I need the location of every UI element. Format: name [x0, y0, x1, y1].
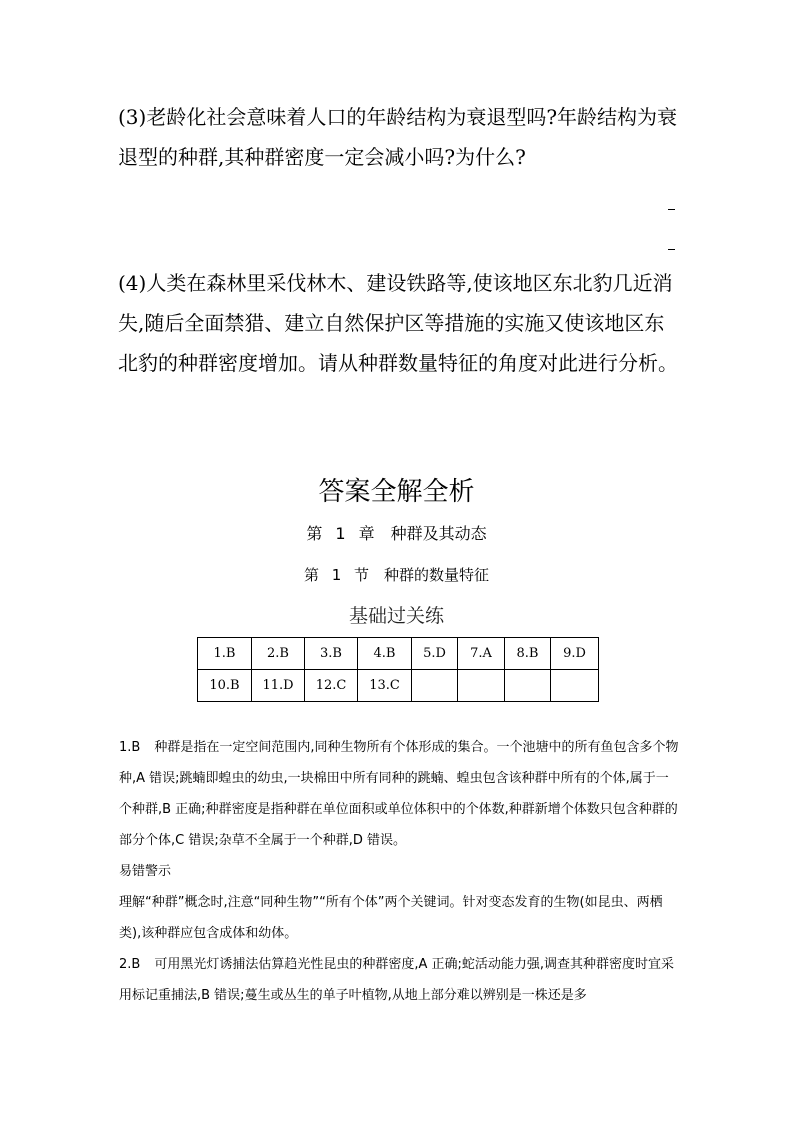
chapter-heading: 第 1 章 种群及其动态 [306, 524, 487, 543]
answer-cell: 5.D [412, 638, 458, 670]
answer-cell: 13.C [358, 670, 412, 702]
table-row [198, 638, 599, 670]
answer-blank-line [668, 249, 675, 250]
answer-cell [412, 670, 458, 702]
practice-heading: 基础过关练 [348, 605, 444, 627]
answer-cell: 2.B [252, 638, 305, 670]
section-heading: 第 1 节 种群的数量特征 [303, 566, 490, 584]
answer-cell: 3.B [305, 638, 358, 670]
answer-blank-line [668, 209, 675, 210]
explanation-number: 1.B [119, 740, 141, 755]
answer-cell [551, 670, 599, 702]
answer-cell: 12.C [305, 670, 358, 702]
answer-cell: 7.A [458, 638, 505, 670]
answer-title: 答案全解全析 [318, 477, 475, 507]
table-row [198, 670, 599, 702]
answer-cell: 11.D [252, 670, 305, 702]
explanation-number: 2.B [119, 957, 141, 972]
answer-cell: 4.B [358, 638, 412, 670]
question-4: (4)人类在森林里采伐林木、建设铁路等,使该地区东北豹几近消失,随后全面禁猎、建立自然保护区等措施的实施又使该地区东北豹的种群密度增加。请从种群数量特征的角度对此进行分析。 [118, 271, 678, 375]
question-3: (3)老龄化社会意味着人口的年龄结构为衰退型吗?年龄结构为衰退型的种群,其种群密度一定会减小吗?为什么? [118, 105, 678, 169]
answer-cell [458, 670, 505, 702]
answer-cell: 9.D [551, 638, 599, 670]
answer-cell: 10.B [198, 670, 252, 702]
explanation-2 [119, 949, 679, 1011]
explanation-text: 可用黑光灯诱捕法估算趋光性昆虫的种群密度,A 正确;蛇活动能力强,调查其种群密度时宜采用标记重捕法,B 错误;蔓生或丛生的单子叶植物,从地上部分难以辨别是一株还是多 [119, 957, 674, 1003]
answer-cell [505, 670, 551, 702]
answer-cell: 1.B [198, 638, 252, 670]
explanation-text: 种群是指在一定空间范围内,同种生物所有个体形成的集合。一个池塘中的所有鱼包含多个物种,A 错误;跳蝻即蝗虫的幼虫,一块棉田中所有同种的跳蝻、蝗虫包含该种群中所有的个体,属于一个种群,B 正确;种群密度是指种群在单位面积或单位体积中的个体数,种群新增个体数只包含种群的部分个体,C 错误;杂草不全属于一个种群,D 错误。 [119, 740, 679, 848]
answer-table [197, 637, 599, 702]
tip-label: 易错警示 [119, 864, 172, 879]
answer-cell: 8.B [505, 638, 551, 670]
tip-text: 理解“种群”概念时,注意“同种生物”“所有个体”两个关键词。针对变态发育的生物(如昆虫、两栖类),该种群应包含成体和幼体。 [119, 895, 663, 941]
explanation-1 [119, 732, 679, 856]
